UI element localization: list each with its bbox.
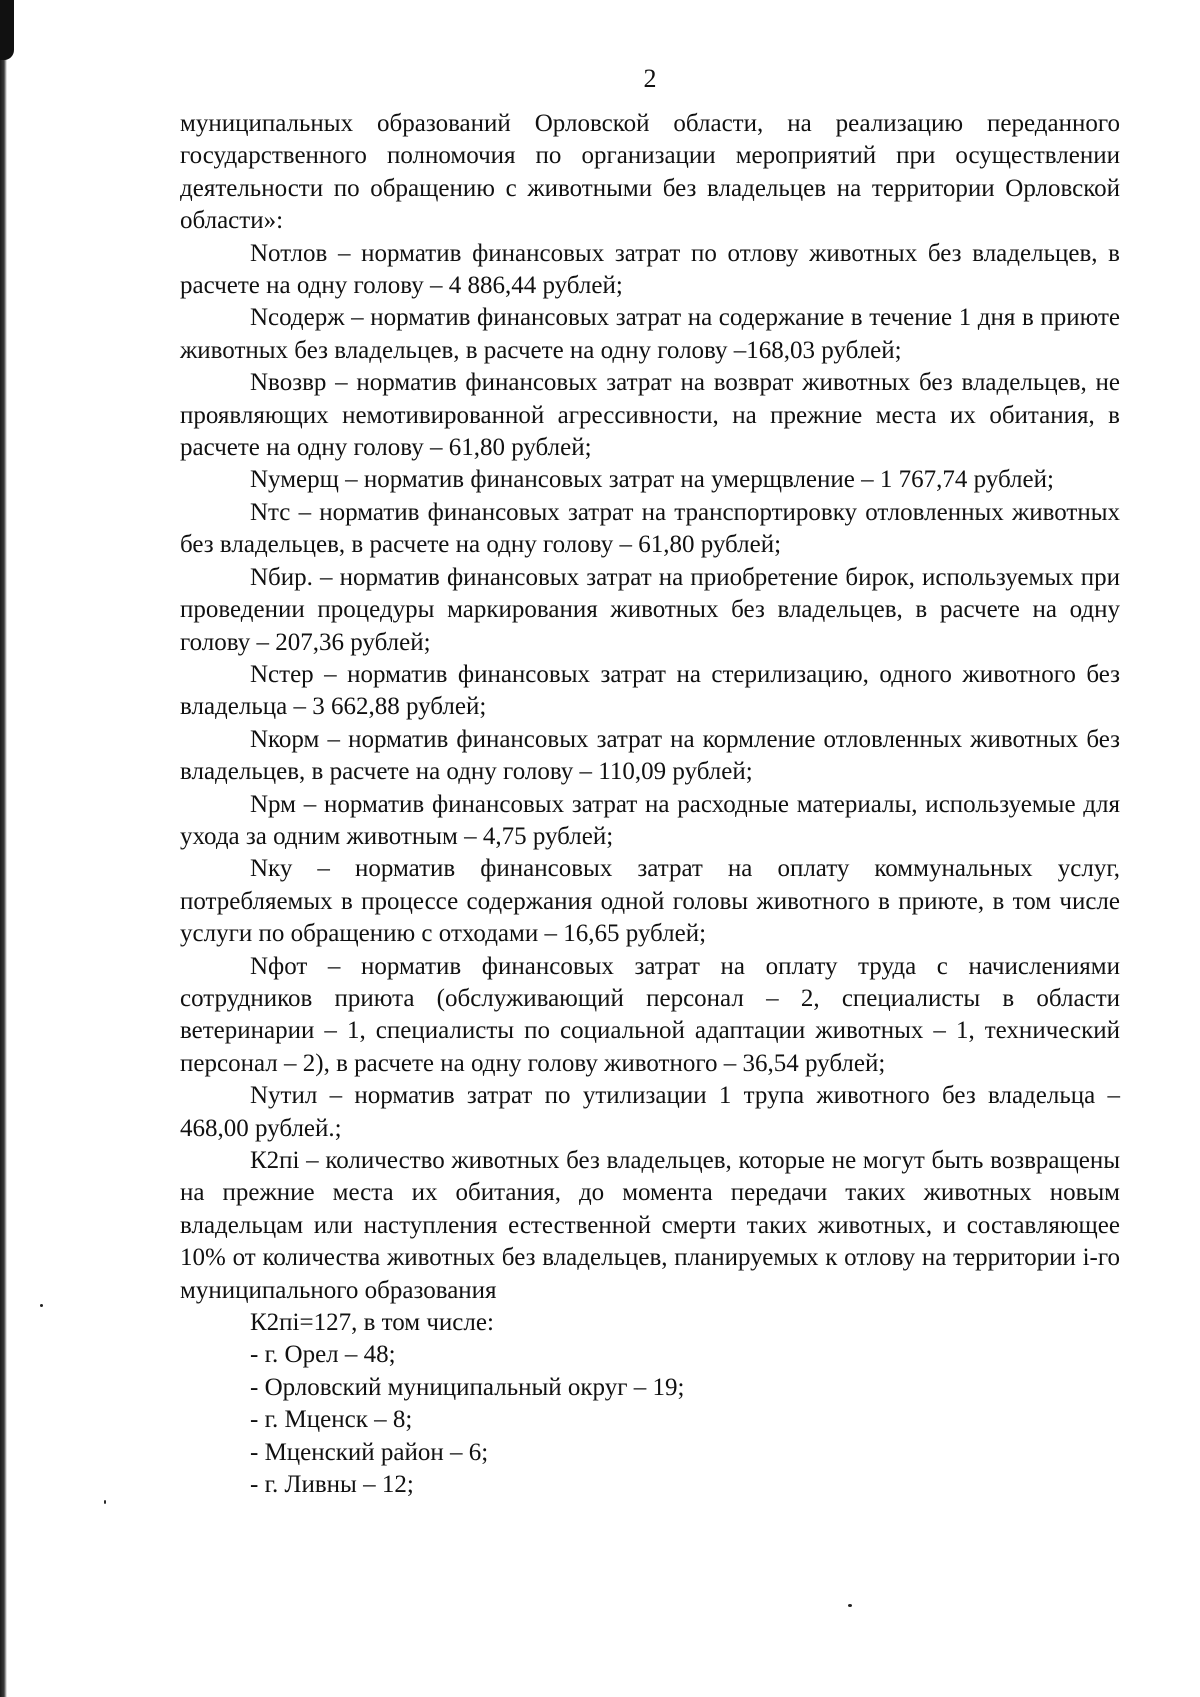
paragraph-n-ster: Nстер – норматив финансовых затрат на стерилизацию, одного животного без владельца – 3 662,88 рублей; (180, 660, 1120, 721)
paragraph-intro: муниципальных образований Орловской области, на реализацию переданного государственного полномочия по организации мероприятий при осуществлении деятельности по обращению с животными без владельцев на территории Орловской области»: (180, 110, 1120, 235)
paragraph-k2pi: К2пі – количество животных без владельцев, которые не могут быть возвращены на прежние места их обитания, до момента передачи таких животных новым владельцам или наступления естественной смерти таких животных, и составляющее 10% от количества животных без владельцев, планируемых к отлову на территории і-го муниципального образования (180, 1147, 1120, 1304)
paragraph-n-ku: Nку – норматив финансовых затрат на оплату коммунальных услуг, потребляемых в процессе содержания одной головы животного в приюте, в том числе услуги по обращению с отходами – 16,65 рублей; (180, 855, 1120, 948)
list-item: - г. Мценск – 8; (250, 1406, 413, 1434)
list-item: - Орловский муниципальный округ – 19; (250, 1373, 685, 1401)
paragraph-n-vozvr: Nвозвр – норматив финансовых затрат на возврат животных без владельцев, не проявляющих немотивированной агрессивности, на прежние места их обитания, в расчете на одну голову – 61,80 рублей; (180, 369, 1120, 462)
scan-speck (848, 1604, 852, 1607)
page-number: 2 (643, 64, 657, 93)
scan-edge-shadow (0, 0, 7, 1697)
list-intro: К2пі=127, в том числе: (250, 1309, 494, 1337)
paragraph-n-umershch: Nумерщ – норматив финансовых затрат на умерщвление – 1 767,74 рублей; (250, 466, 1054, 494)
paragraph-n-rm: Nрм – норматив финансовых затрат на расходные материалы, используемые для ухода за одним животным – 4,75 рублей; (180, 790, 1120, 850)
paragraph-n-bir: Nбир. – норматив финансовых затрат на приобретение бирок, используемых при проведении процедуры маркирования животных без владельцев, в расчете на одну голову – 207,36 рублей; (180, 563, 1120, 656)
scan-speck (104, 1500, 106, 1504)
paragraph-n-korm: Nкорм – норматив финансовых затрат на кормление отловленных животных без владельцев, в расчете на одну голову – 110,09 рублей; (180, 725, 1120, 786)
scan-corner-shadow (0, 0, 14, 60)
list-item: - г. Орел – 48; (250, 1341, 396, 1369)
paragraph-n-soderzh: Nсодерж – норматив финансовых затрат на содержание в течение 1 дня в приюте животных без владельцев, в расчете на одну голову –168,03 рублей; (180, 304, 1120, 364)
document-body (180, 108, 1120, 1501)
list-item: - Мценский район – 6; (250, 1438, 489, 1466)
scan-speck (40, 1304, 43, 1307)
list-item: - г. Ливны – 12; (250, 1471, 414, 1499)
paragraph-n-ts: Nтс – норматив финансовых затрат на транспортировку отловленных животных без владельцев, в расчете на одну голову – 61,80 рублей; (180, 498, 1120, 559)
paragraph-n-fot: Nфот – норматив финансовых затрат на оплату труда с начислениями сотрудников приюта (обслуживающий персонал – 2, специалисты в области ветеринарии – 1, специалисты по социальной адаптации животных – 1, технический персонал – 2), в расчете на одну голову животного – 36,54 рублей; (180, 952, 1120, 1077)
paragraph-n-otlov: Nотлов – норматив финансовых затрат по отлову животных без владельцев, в расчете на одну голову – 4 886,44 рублей; (180, 239, 1120, 300)
paragraph-n-util: Nутил – норматив затрат по утилизации 1 трупа животного без владельца – 468,00 рублей.; (180, 1082, 1120, 1142)
